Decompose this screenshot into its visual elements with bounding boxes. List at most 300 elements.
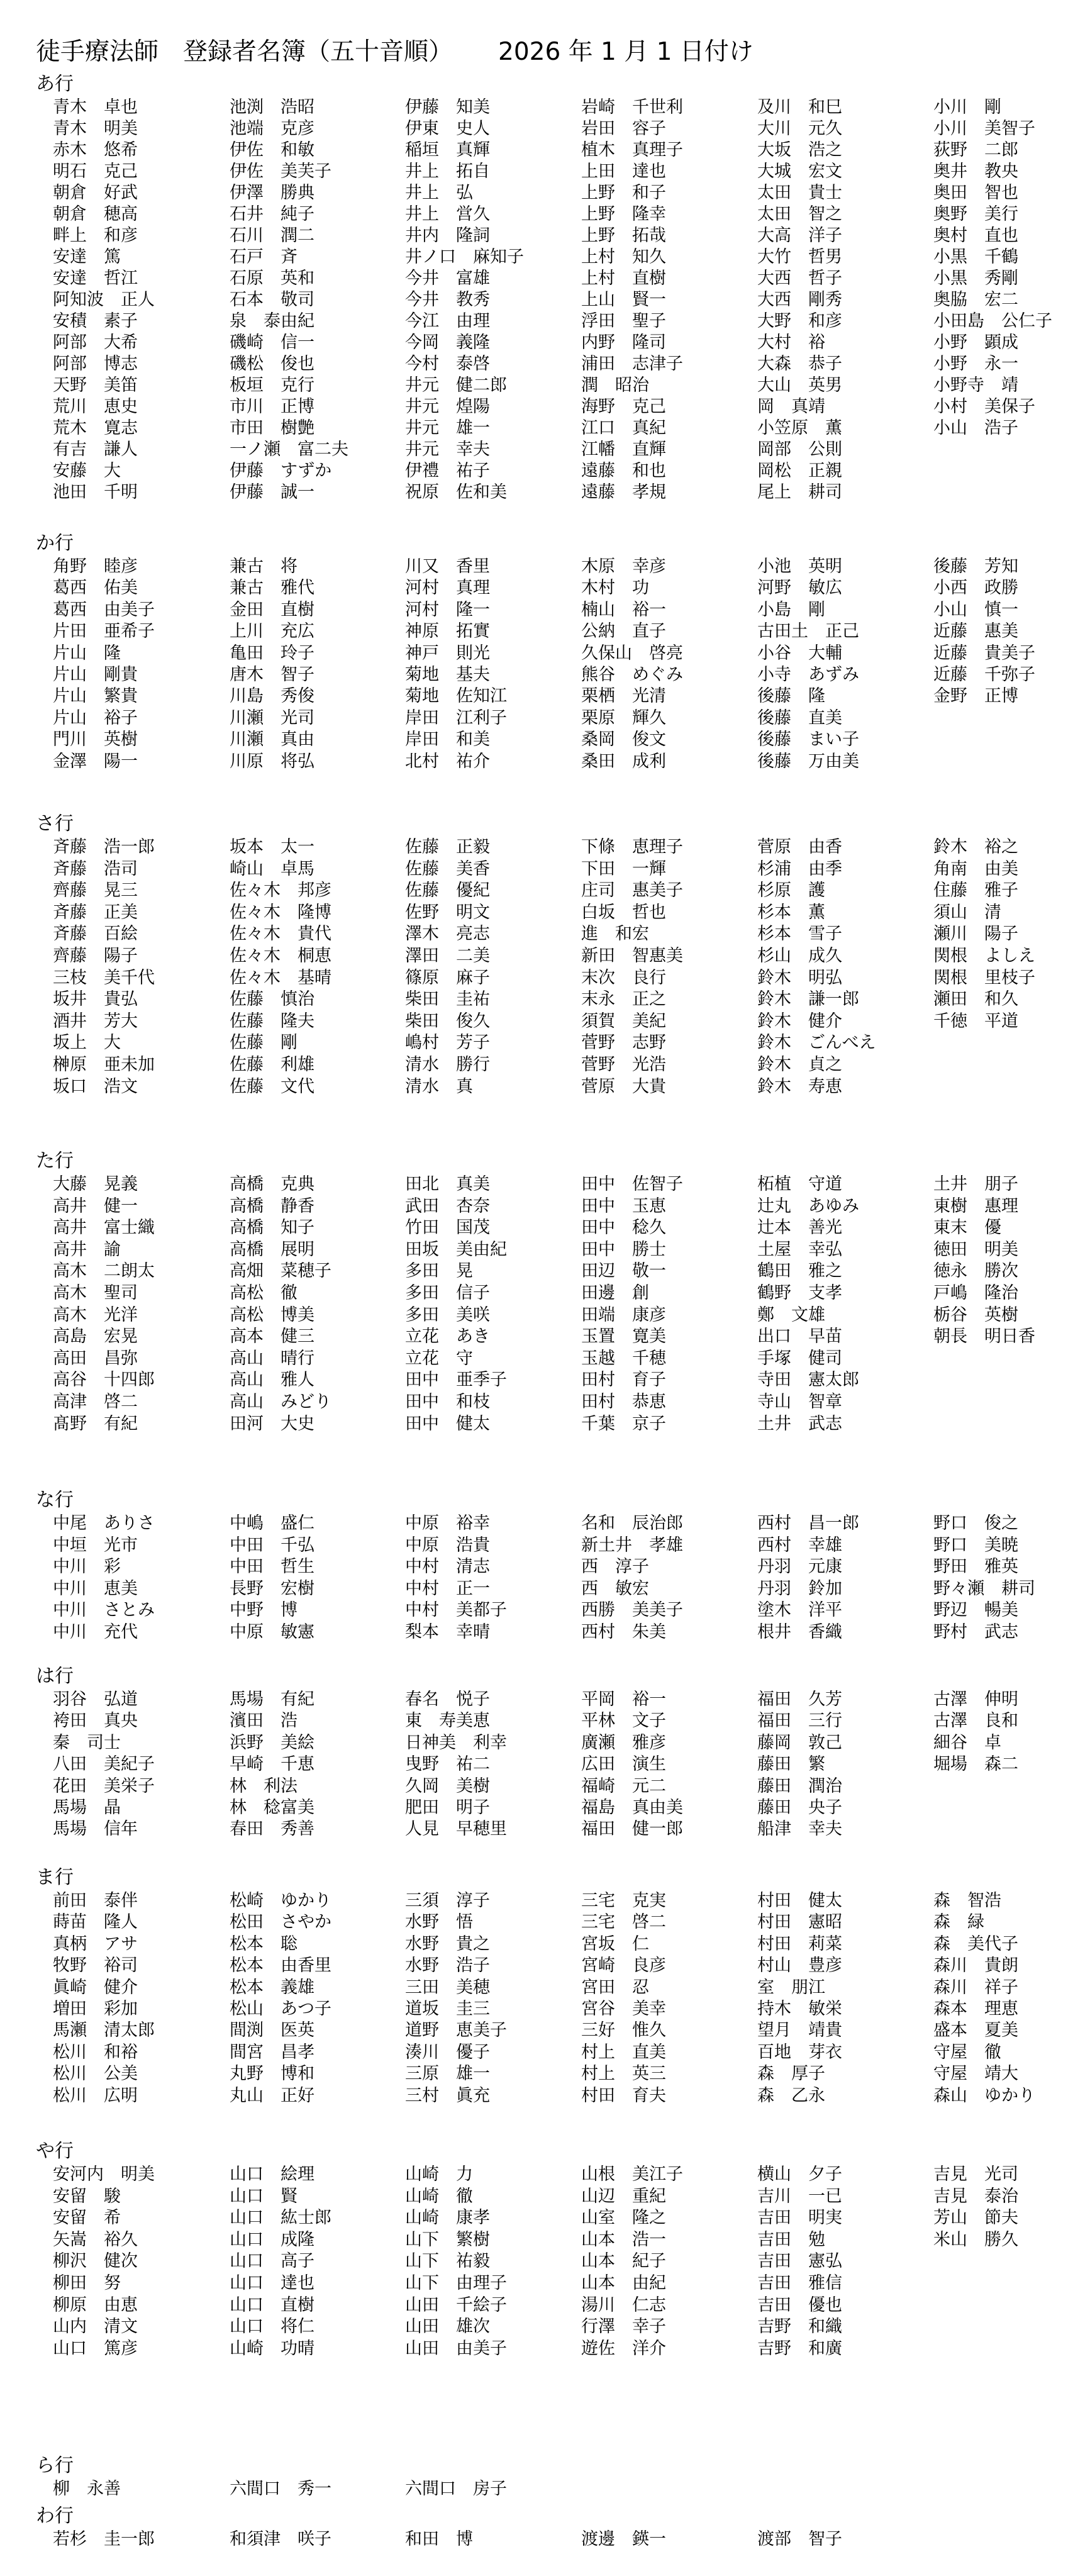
registrant-name: 高松 徹 [230,1283,298,1303]
registrant-name: 伊東 史人 [405,119,490,138]
registrant-name: 小川 剛 [933,98,1001,117]
registrant-name: 今井 富雄 [405,269,490,288]
table-row [0,556,1090,577]
registrant-name: 山辺 重紀 [581,2186,666,2206]
registrant-name: 伊藤 知美 [405,98,490,117]
registrant-name: 渡邊 鍈一 [581,2529,666,2549]
registrant-name: 稲垣 真輝 [405,140,490,160]
registrant-name: 齊藤 晃三 [53,881,138,901]
registrant-name: 坂本 太一 [230,837,314,857]
registrant-name: 山口 達也 [230,2273,314,2293]
registrant-name: 岡 真靖 [757,397,825,416]
table-row [0,1283,1090,1305]
registrant-name: 多田 美咲 [405,1305,490,1325]
registrant-name: 及川 和巳 [757,98,842,117]
registrant-name: 三村 眞充 [405,2085,490,2105]
registrant-name: 眞崎 健介 [53,1977,138,1997]
registrant-name: 高橋 展明 [230,1239,314,1259]
registrant-name: 田中 健太 [405,1413,490,1434]
registrant-name: 鈴木 貞之 [757,1054,842,1074]
registrant-name: 佐々木 桐恵 [230,945,331,966]
registrant-name: 有吉 謙人 [53,440,138,459]
registrant-name: 福田 健一郎 [581,1819,683,1839]
registrant-name: 朝長 明日香 [933,1327,1035,1347]
registrant-name: 佐野 明文 [405,902,490,922]
registrant-name: 牧野 裕司 [53,1956,138,1976]
registrant-name: 安留 希 [53,2208,121,2228]
registrant-name: 鈴木 謙一郎 [757,990,859,1010]
registrant-name: 杉本 薫 [757,902,825,922]
registrant-name: 水野 浩子 [405,1956,490,1976]
registrant-name: 田中 稔久 [581,1218,666,1238]
registrant-name: 平林 文子 [581,1711,666,1731]
registrant-name: 千葉 京子 [581,1413,666,1434]
registrant-name: 金野 正博 [933,686,1018,706]
registrant-name: 石原 英和 [230,269,314,288]
table-row [0,1710,1090,1732]
registrant-name: 進 和宏 [581,924,649,944]
registrant-name: 松本 義雄 [230,1977,314,1997]
registrant-name: 千徳 平道 [933,1011,1018,1031]
registrant-name: 西 淳子 [581,1557,649,1577]
registrant-name: 関根 里枝子 [933,967,1035,988]
document-title-line [36,36,754,68]
registrant-name: 今岡 義隆 [405,333,490,352]
registrant-name: 鈴木 寿恵 [757,1076,842,1096]
registrant-name: 大村 裕 [757,333,825,352]
registrant-name: 藤岡 敦己 [757,1732,842,1753]
registrant-name: 山根 美江子 [581,2165,683,2184]
registrant-name: 花田 美栄子 [53,1776,155,1796]
registrant-name: 林 稔富美 [230,1797,314,1817]
registrant-name: 中尾 ありさ [53,1514,155,1533]
registrant-name: 広田 演生 [581,1754,666,1775]
registrant-name: 鈴木 健介 [757,1011,842,1031]
table-row [0,2273,1090,2295]
registrant-name: 横山 夕子 [757,2165,842,2184]
registrant-name: 菅野 光浩 [581,1054,666,1074]
registrant-name: 板垣 克行 [230,376,314,395]
registrant-name: 藤田 繁 [757,1754,825,1775]
registrant-name: 一ノ瀬 富二夫 [230,440,348,459]
registrant-name: 柴田 俊久 [405,1011,490,1031]
registrant-name: 金澤 陽一 [53,751,138,771]
registrant-name: 安達 篤 [53,247,121,267]
registrant-name: 田村 恭恵 [581,1391,666,1412]
section-heading: は行 [36,1665,74,1687]
registrant-name: 浦田 志津子 [581,354,683,374]
registrant-name: 高井 健一 [53,1196,138,1216]
registrant-name: 栗栖 光清 [581,686,666,706]
registrant-name: 岩田 容子 [581,119,666,138]
registrant-name: 白坂 哲也 [581,902,666,922]
registrant-name: 井内 隆詞 [405,226,490,245]
registrant-name: 北村 祐介 [405,751,490,771]
registrant-name: 羽谷 弘道 [53,1690,138,1709]
name-grid [0,2529,1090,2550]
registrant-name: 植木 真理子 [581,140,683,160]
registrant-name: 八田 美紀子 [53,1754,155,1775]
registrant-name: 行澤 幸子 [581,2317,666,2337]
registrant-name: 栃谷 英樹 [933,1305,1018,1325]
registrant-name: 朝倉 穂高 [53,204,138,224]
registrant-name: 下條 恵理子 [581,837,683,857]
registrant-name: 小笠原 薫 [757,418,842,438]
registrant-name: 中野 博 [230,1600,298,1620]
registrant-name: 田中 和枝 [405,1391,490,1412]
registrant-name: 上山 賢一 [581,290,666,309]
registrant-name: 祝原 佐和美 [405,482,507,502]
registrant-name: 小野寺 靖 [933,376,1018,395]
registrant-name: 坂口 浩文 [53,1076,138,1096]
registrant-name: 石井 純子 [230,204,314,224]
registrant-name: 後藤 直美 [757,708,842,728]
registrant-name: 松川 和裕 [53,2042,138,2062]
table-row [0,1513,1090,1535]
registrant-name: 山崎 力 [405,2165,473,2184]
registrant-name: 大城 宏文 [757,162,842,181]
registrant-name: 篠原 麻子 [405,967,490,988]
registrant-name: 馬場 信年 [53,1819,138,1839]
registrant-name: 公納 直子 [581,622,666,642]
registrant-name: 西村 幸雄 [757,1535,842,1555]
registrant-name: 浜野 美絵 [230,1732,314,1753]
registrant-name: 高木 二朗太 [53,1261,155,1281]
registrant-name: 日神美 利幸 [405,1732,507,1753]
table-row [0,751,1090,772]
registrant-name: 東 寿美恵 [405,1711,490,1731]
registrant-name: 寺山 智章 [757,1391,842,1412]
registrant-name: 和田 博 [405,2529,473,2549]
registrant-name: 山本 浩一 [581,2229,666,2250]
registrant-name: 守屋 徹 [933,2042,1001,2062]
registrant-name: 山田 雄次 [405,2317,490,2337]
table-row [0,1732,1090,1754]
document-title: 徒手療法師 登録者名簿（五十音順） [36,38,453,66]
registrant-name: 福崎 元二 [581,1776,666,1796]
registrant-name: 伊佐 美芙子 [230,162,331,181]
registrant-name: 吉見 泰治 [933,2186,1018,2206]
registrant-name: 高橋 静香 [230,1196,314,1216]
registrant-name: 松田 さやか [230,1912,331,1932]
table-row [0,1348,1090,1370]
registrant-name: 西村 朱美 [581,1622,666,1642]
section-heading: な行 [36,1489,74,1511]
registrant-name: 丹羽 鈴加 [757,1578,842,1598]
registrant-name: 山崎 徹 [405,2186,473,2206]
table-row [0,599,1090,621]
registrant-name: 清水 真 [405,1076,473,1096]
registrant-name: 石戸 斉 [230,247,298,267]
registrant-name: 三枝 美千代 [53,967,155,988]
table-row [0,2478,1090,2500]
registrant-name: 森本 理恵 [933,1999,1018,2019]
registrant-name: 澤田 二美 [405,945,490,966]
registrant-name: 守屋 靖大 [933,2064,1018,2084]
registrant-name: 高本 健三 [230,1327,314,1347]
registrant-name: 野辺 暢美 [933,1600,1018,1620]
registrant-name: 後藤 万由美 [757,751,859,771]
registrant-name: 松山 あつ子 [230,1999,331,2019]
registrant-name: 畔上 和彦 [53,226,138,245]
registrant-name: 玉越 千穂 [581,1348,666,1368]
registrant-name: 大森 恭子 [757,354,842,374]
registrant-name: 斉藤 浩一郎 [53,837,155,857]
table-row [0,1797,1090,1819]
table-row [0,837,1090,859]
registrant-name: 前田 泰伴 [53,1891,138,1910]
registrant-name: 葛西 由美子 [53,599,155,620]
registrant-name: 吉見 光司 [933,2165,1018,2184]
registrant-name: 佐々木 邦彦 [230,881,331,901]
registrant-name: 佐々木 隆博 [230,902,331,922]
registrant-name: 春名 悦子 [405,1690,490,1709]
registrant-name: 三原 雄一 [405,2064,490,2084]
registrant-name: 片田 亜希子 [53,622,155,642]
registrant-name: 大山 英男 [757,376,842,395]
registrant-name: 馬場 有紀 [230,1690,314,1709]
registrant-name: 奥井 教央 [933,162,1018,181]
registrant-name: 徳永 勝次 [933,1261,1018,1281]
registrant-name: 杉原 護 [757,881,825,901]
registrant-name: 荒川 恵史 [53,397,138,416]
registrant-name: 吉田 雅信 [757,2273,842,2293]
registrant-name: 天野 美笛 [53,376,138,395]
registrant-name: 青木 明美 [53,119,138,138]
registrant-name: 内野 隆司 [581,333,666,352]
registrant-name: 河村 真理 [405,578,490,598]
registrant-name: 伊佐 和敏 [230,140,314,160]
table-row [0,1934,1090,1955]
table-row [0,1054,1090,1076]
registrant-name: 吉野 和織 [757,2317,842,2337]
registrant-name: 住藤 雅子 [933,881,1018,901]
registrant-name: 吉田 勉 [757,2229,825,2250]
registrant-name: 髙野 有紀 [53,1413,138,1434]
table-row [0,375,1090,396]
registrant-name: 高木 光洋 [53,1305,138,1325]
table-row [0,577,1090,599]
registrant-name: 高谷 十四郎 [53,1370,155,1390]
registrant-name: 野田 雅英 [933,1557,1018,1577]
table-row [0,418,1090,439]
registrant-name: 名和 辰治郎 [581,1514,683,1533]
registrant-name: 市田 樹艶 [230,418,314,438]
registrant-name: 安留 駿 [53,2186,121,2206]
registrant-name: 曳野 祐二 [405,1754,490,1775]
registrant-name: 辻本 善光 [757,1218,842,1238]
registrant-name: 田中 玉恵 [581,1196,666,1216]
registrant-name: 山口 高子 [230,2251,314,2272]
registrant-name: 上野 隆幸 [581,204,666,224]
registrant-name: 末次 良行 [581,967,666,988]
registrant-name: 田坂 美由紀 [405,1239,507,1259]
registrant-name: 杉本 雪子 [757,924,842,944]
table-row [0,2186,1090,2208]
table-row [0,1413,1090,1436]
registrant-name: 磯松 俊也 [230,354,314,374]
registrant-name: 田中 勝士 [581,1239,666,1259]
registrant-name: 石川 潤二 [230,226,314,245]
registrant-name: 宮谷 美幸 [581,1999,666,2019]
registrant-name: 森川 祥子 [933,1977,1018,1997]
registrant-name: 阿知波 正人 [53,290,155,309]
registrant-name: 梨本 幸晴 [405,1622,490,1642]
registrant-name: 田中 佐智子 [581,1174,683,1194]
registrant-name: 根井 香織 [757,1622,842,1642]
registrant-name: 土井 朋子 [933,1174,1018,1194]
registrant-name: 後藤 隆 [757,686,825,706]
registrant-name: 末永 正之 [581,990,666,1010]
registrant-name: 望月 靖貴 [757,2021,842,2041]
registrant-name: 高山 みどり [230,1391,331,1412]
registrant-name: 佐々木 貴代 [230,924,331,944]
registrant-name: 藤田 潤治 [757,1776,842,1796]
section-heading: あ行 [36,73,74,95]
table-row [0,923,1090,945]
table-row [0,2164,1090,2186]
registrant-name: 間宮 昌孝 [230,2042,314,2062]
registrant-name: 袴田 真央 [53,1711,138,1731]
registrant-name: 柴田 圭祐 [405,990,490,1010]
registrant-name: 村田 莉菜 [757,1934,842,1954]
registrant-name: 肥田 明子 [405,1797,490,1817]
registrant-name: 百地 芽衣 [757,2042,842,2062]
registrant-name: 荒木 寛志 [53,418,138,438]
table-row [0,2020,1090,2041]
registrant-name: 尾上 耕司 [757,482,842,502]
registrant-name: 持木 敏栄 [757,1999,842,2019]
registrant-name: 明石 克己 [53,162,138,181]
registrant-name: 山口 成隆 [230,2229,314,2250]
registrant-name: 山下 祐毅 [405,2251,490,2272]
registrant-name: 桑田 成利 [581,751,666,771]
registrant-name: 荻野 二郎 [933,140,1018,160]
registrant-name: 潤 昭治 [581,376,649,395]
registrant-name: 阿部 大希 [53,333,138,352]
registrant-name: 伊藤 誠一 [230,482,314,502]
registrant-name: 江口 真紀 [581,418,666,438]
table-row [0,2295,1090,2317]
registrant-name: 柳原 由恵 [53,2295,138,2315]
registrant-name: 唐木 智子 [230,664,314,684]
registrant-name: 中垣 光市 [53,1535,138,1555]
registrant-name: 野村 武志 [933,1622,1018,1642]
registrant-name: 柘植 守道 [757,1174,842,1194]
registrant-name: 辻丸 あゆみ [757,1196,859,1216]
registrant-name: 岸田 江利子 [405,708,507,728]
table-row [0,1578,1090,1600]
registrant-name: 秦 司士 [53,1732,121,1753]
registrant-name: 青木 卓也 [53,98,138,117]
registrant-name: 中川 恵美 [53,1578,138,1598]
registrant-name: 鈴木 明弘 [757,967,842,988]
table-row [0,945,1090,967]
registrant-name: 竹田 国茂 [405,1218,490,1238]
registrant-name: 馬場 晶 [53,1797,121,1817]
registrant-name: 松本 聡 [230,1934,298,1954]
registrant-name: 早崎 千恵 [230,1754,314,1775]
registrant-name: 吉田 憲弘 [757,2251,842,2272]
registrant-name: 磯崎 信一 [230,333,314,352]
registrant-name: 真柄 アサ [53,1934,138,1954]
registrant-name: 山本 由紀 [581,2273,666,2293]
registrant-name: 片山 剛貴 [53,664,138,684]
registrant-name: 山崎 康孝 [405,2208,490,2228]
registrant-name: 村上 英三 [581,2064,666,2084]
registrant-name: 森 乙永 [757,2085,825,2105]
registrant-name: 山下 由理子 [405,2273,507,2293]
registrant-name: 小黒 千鶴 [933,247,1018,267]
registrant-name: 福田 久芳 [757,1690,842,1709]
registrant-name: 塗木 洋平 [757,1600,842,1620]
registrant-name: 川原 将弘 [230,751,314,771]
registrant-name: 村上 直美 [581,2042,666,2062]
registrant-name: 小西 政勝 [933,578,1018,598]
registrant-name: 遠藤 和也 [581,461,666,481]
registrant-name: 新土井 孝雄 [581,1535,683,1555]
registrant-name: 三田 美穂 [405,1977,490,1997]
table-row [0,1776,1090,1797]
registrant-name: 後藤 まい子 [757,730,859,750]
registrant-name: 菅野 志野 [581,1033,666,1053]
registrant-name: 松川 公美 [53,2064,138,2084]
registrant-name: 澤木 亮志 [405,924,490,944]
registrant-name: 小山 浩子 [933,418,1018,438]
registrant-name: 佐藤 正毅 [405,837,490,857]
registrant-name: 岸田 和美 [405,730,490,750]
registrant-name: 吉野 和廣 [757,2338,842,2358]
name-grid [0,837,1090,1098]
registrant-name: 高山 晴行 [230,1348,314,1368]
registrant-name: 丸山 正好 [230,2085,314,2105]
registrant-name: 山田 由美子 [405,2338,507,2358]
registrant-name: 山口 賢 [230,2186,298,2206]
registrant-name: 川瀬 真由 [230,730,314,750]
table-row [0,1391,1090,1413]
registrant-name: 酒井 芳大 [53,1011,138,1031]
registrant-name: 和須津 咲子 [230,2529,331,2549]
registrant-name: 丸野 博和 [230,2064,314,2084]
registrant-name: 宮坂 仁 [581,1934,649,1954]
registrant-name: 庄司 惠美子 [581,881,683,901]
registrant-name: 菊地 佐知江 [405,686,507,706]
registrant-name: 上川 充広 [230,622,314,642]
registrant-name: 多田 晃 [405,1261,473,1281]
registrant-name: 室 朋江 [757,1977,825,1997]
registrant-name: 高橋 知子 [230,1218,314,1238]
registrant-name: 中嶋 盛仁 [230,1514,314,1533]
table-row [0,2229,1090,2251]
registrant-name: 太田 貴士 [757,183,842,203]
registrant-name: 松川 広明 [53,2085,138,2105]
registrant-name: 伊澤 勝典 [230,183,314,203]
section-heading: や行 [36,2140,74,2162]
registrant-name: 今村 泰啓 [405,354,490,374]
registrant-name: 三好 惟久 [581,2021,666,2041]
registrant-name: 西 敏宏 [581,1578,649,1598]
registrant-name: 片山 隆 [53,643,121,663]
section-heading: た行 [36,1150,74,1172]
registrant-name: 鈴木 ごんべえ [757,1033,876,1053]
registrant-name: 山口 絵理 [230,2165,314,2184]
registrant-name: 斉藤 浩司 [53,859,138,879]
section-heading: さ行 [36,813,74,835]
registrant-name: 上野 和子 [581,183,666,203]
registrant-name: 赤木 悠希 [53,140,138,160]
registrant-name: 井上 拓自 [405,162,490,181]
section-heading: わ行 [36,2505,74,2527]
